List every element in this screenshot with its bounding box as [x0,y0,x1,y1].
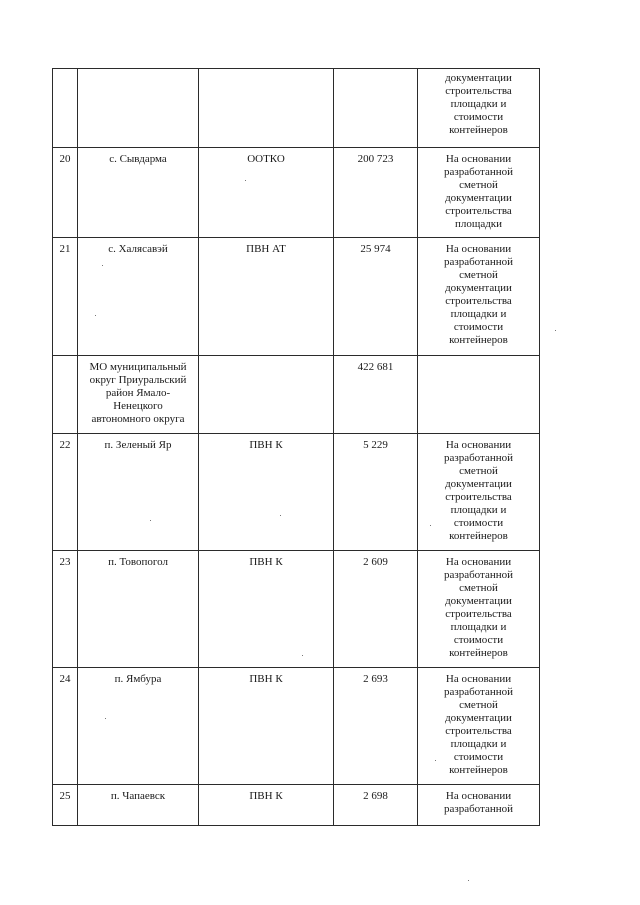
scan-speck [280,515,281,516]
row-number: 24 [53,668,78,785]
settlement-name [78,69,199,148]
district-total: 422 681 [334,356,418,434]
scan-speck [150,520,151,521]
scan-speck [105,718,106,719]
amount: 25 974 [334,238,418,356]
amount: 2 693 [334,668,418,785]
table-row [53,356,540,434]
scan-speck [302,655,303,656]
table-row [53,551,540,668]
table-row [53,434,540,551]
facility-type: ПВН К [199,785,334,826]
basis-note: На основании разработанной сметной документации строительства площадки [418,148,540,238]
table-row [53,69,540,148]
settlement-name: п. Зеленый Яр [78,434,199,551]
table-row [53,238,540,356]
table-row [53,148,540,238]
settlement-name: п. Ямбура [78,668,199,785]
settlement-name: п. Товопогол [78,551,199,668]
basis-note: На основании разработанной сметной документации строительства площадки и стоимости контейнеров [418,238,540,356]
facility-type: ПВН АТ [199,238,334,356]
facility-type: ПВН К [199,434,334,551]
basis-note: На основании разработанной сметной документации строительства площадки и стоимости контейнеров [418,434,540,551]
basis-note [418,356,540,434]
settlement-name: с. Сывдарма [78,148,199,238]
facility-type: ПВН К [199,668,334,785]
scan-speck [430,525,431,526]
basis-note: На основании разработанной сметной документации строительства площадки и стоимости контейнеров [418,551,540,668]
row-number [53,69,78,148]
amount: 2 698 [334,785,418,826]
amount: 200 723 [334,148,418,238]
data-table [52,68,540,826]
basis-note: На основании разработанной [418,785,540,826]
amount: 2 609 [334,551,418,668]
settlement-name: п. Чапаевск [78,785,199,826]
row-number: 21 [53,238,78,356]
district-name: МО муниципальный округ Приуральский район Ямало- Ненецкого автономного округа [78,356,199,434]
settlement-name: с. Халясавэй [78,238,199,356]
amount: 5 229 [334,434,418,551]
table-row [53,785,540,826]
scan-speck [102,265,103,266]
row-number: 22 [53,434,78,551]
scan-speck [555,330,556,331]
row-number: 25 [53,785,78,826]
facility-type: ООТКО [199,148,334,238]
basis-note: документации строительства площадки и стоимости контейнеров [418,69,540,148]
row-number: 23 [53,551,78,668]
scan-speck [468,880,469,881]
table-row [53,668,540,785]
row-number: 20 [53,148,78,238]
scan-speck [435,760,436,761]
basis-note: На основании разработанной сметной документации строительства площадки и стоимости контейнеров [418,668,540,785]
row-number [53,356,78,434]
scan-speck [95,315,96,316]
amount [334,69,418,148]
facility-type: ПВН К [199,551,334,668]
facility-type [199,356,334,434]
scan-speck [245,180,246,181]
facility-type [199,69,334,148]
